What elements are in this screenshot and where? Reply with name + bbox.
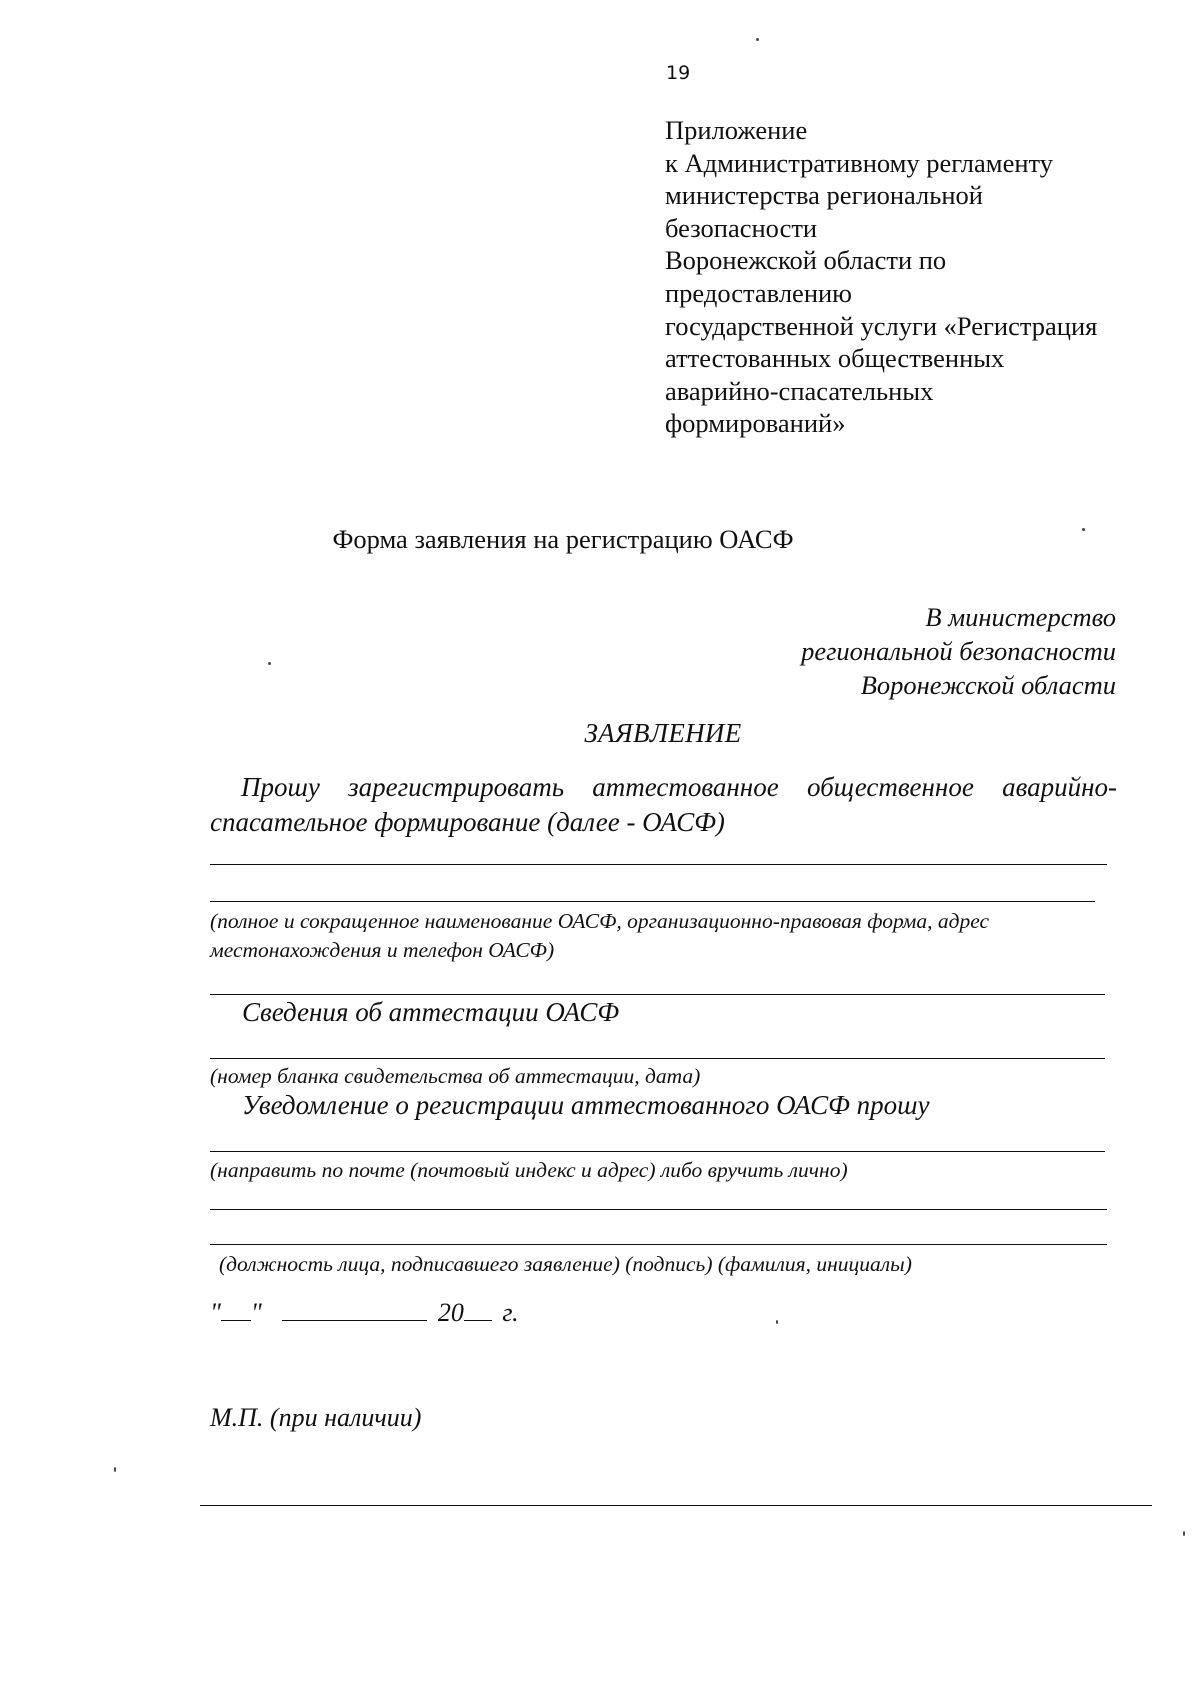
request-line: Прошу зарегистрировать аттестованное общественное аварийно- [241, 772, 1117, 802]
appendix-line: государственной услуги «Регистрация [665, 310, 1098, 341]
page-number: 19 [666, 62, 691, 84]
stamp-label: М.П. (при наличии) [210, 1403, 422, 1432]
request-paragraph [210, 770, 1117, 840]
name-field-line-1[interactable] [210, 864, 1107, 865]
attestation-field-line[interactable] [210, 1058, 1105, 1059]
scan-speck [114, 1467, 116, 1472]
notification-heading: Уведомление о регистрации аттестованного ОАСФ прошу [242, 1090, 930, 1120]
signature-field-line-2[interactable] [210, 1244, 1107, 1245]
appendix-line: безопасности [665, 212, 818, 243]
caption-line: (полное и сокращенное наименование ОАСФ, организационно-правовая форма, адрес [210, 909, 990, 933]
year-field[interactable] [464, 1296, 492, 1321]
scan-speck [1082, 528, 1085, 531]
year-prefix: 20 [437, 1298, 464, 1327]
scan-speck [268, 662, 271, 665]
appendix-line: Воронежской области по [665, 245, 947, 276]
appendix-header [665, 114, 1185, 440]
caption-signature: (должность лица, подписавшего заявление) (подпись) (фамилия, инициалы) [219, 1252, 912, 1276]
date-line [210, 1296, 519, 1328]
year-suffix: г. [502, 1298, 519, 1327]
appendix-line: предоставлению [665, 277, 852, 308]
caption-notification: (направить по почте (почтовый индекс и адрес) либо вручить лично) [210, 1158, 848, 1182]
day-field[interactable] [221, 1296, 251, 1321]
appendix-line: министерства региональной [665, 180, 983, 211]
date-quote-open: " [210, 1298, 221, 1327]
caption-attestation: (номер бланка свидетельства об аттестации, дата) [210, 1064, 701, 1088]
scan-speck [1183, 1531, 1185, 1536]
date-quote-close: " [250, 1298, 262, 1327]
notification-field-line[interactable] [210, 1151, 1105, 1152]
recipient-line: региональной безопасности [801, 636, 1116, 666]
scan-speck [776, 1320, 778, 1324]
bottom-rule [200, 1505, 1152, 1506]
request-line: спасательное формирование (далее - ОАСФ) [210, 807, 725, 837]
recipient-line: В министерство [925, 602, 1116, 632]
signature-field-line-1[interactable] [210, 1209, 1107, 1210]
appendix-line: к Административному регламенту [665, 147, 1053, 178]
appendix-line: формирований» [665, 408, 846, 439]
caption-name [210, 907, 1130, 965]
statement-title: ЗАЯВЛЕНИЕ [584, 718, 742, 748]
appendix-line: Приложение [665, 115, 808, 145]
form-title: Форма заявления на регистрацию ОАСФ [332, 524, 794, 554]
month-field[interactable] [282, 1296, 427, 1321]
name-field-line-3[interactable] [210, 994, 1105, 995]
caption-line: местонахождения и телефон ОАСФ) [210, 938, 555, 962]
attestation-heading: Сведения об аттестации ОАСФ [242, 997, 620, 1027]
recipient-block [801, 600, 1116, 702]
name-field-line-2[interactable] [210, 901, 1095, 902]
scan-speck [756, 38, 759, 41]
appendix-line: аварийно-спасательных [665, 375, 934, 406]
appendix-line: аттестованных общественных [665, 343, 1005, 374]
recipient-line: Воронежской области [860, 670, 1116, 700]
